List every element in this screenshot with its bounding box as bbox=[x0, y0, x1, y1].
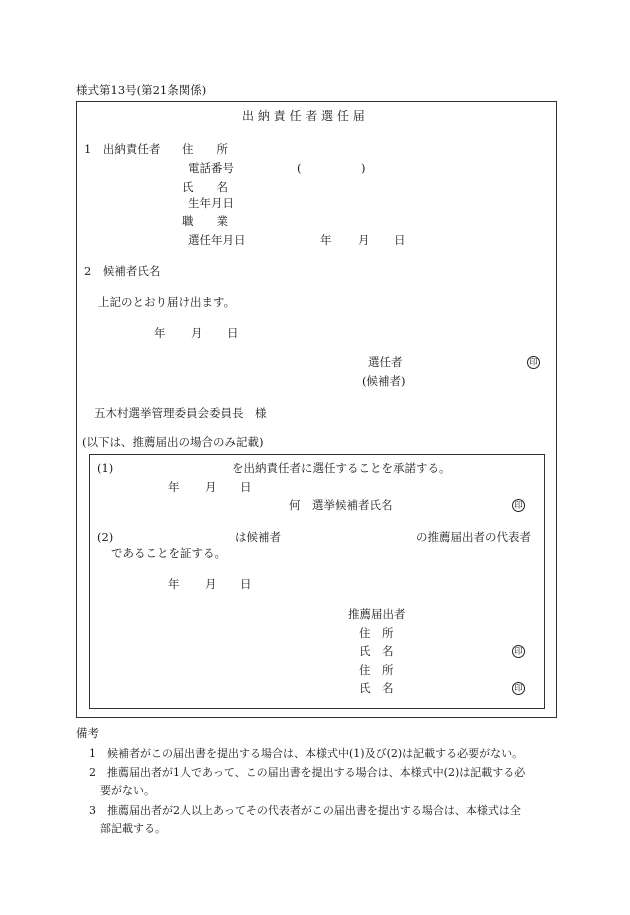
recommender1-address: 住 所 bbox=[359, 626, 394, 640]
address-label: 住 所 bbox=[182, 142, 228, 156]
seal-icon: 印 bbox=[512, 499, 525, 512]
statement: 上記のとおり届け出ます。 bbox=[98, 295, 236, 309]
section1-label: 1 出納責任者 bbox=[84, 142, 161, 156]
seal-icon: 印 bbox=[512, 645, 525, 658]
recommender2-name: 氏 名 bbox=[359, 681, 394, 695]
occupation-label: 職 業 bbox=[182, 214, 228, 228]
section2-label: 2 候補者氏名 bbox=[84, 264, 161, 278]
appointer-label: 選任者 bbox=[368, 355, 403, 369]
recipient: 五木村選挙管理委員会委員長 様 bbox=[94, 406, 267, 420]
phone-paren-open: ( bbox=[297, 161, 302, 175]
item2-number: (2) bbox=[97, 530, 114, 544]
remarks-heading: 備考 bbox=[76, 726, 99, 740]
candidate-paren: (候補者) bbox=[362, 374, 406, 388]
item2-day: 日 bbox=[240, 577, 252, 591]
phone-paren-close: ) bbox=[361, 161, 366, 175]
recommendation-box bbox=[89, 454, 545, 709]
date-month: 月 bbox=[191, 326, 203, 340]
remark-2-line2: 要がない。 bbox=[100, 784, 155, 797]
recommendation-note: (以下は、推薦届出の場合のみ記載) bbox=[82, 435, 264, 449]
remark-1: 1 候補者がこの届出書を提出する場合は、本様式中(1)及び(2)は記載する必要がない。 bbox=[89, 747, 524, 760]
seal-icon: 印 bbox=[527, 356, 540, 369]
appointment-day: 日 bbox=[394, 233, 406, 247]
appointment-month: 月 bbox=[358, 233, 370, 247]
item2-line2: であることを証する。 bbox=[111, 546, 226, 560]
form-number: 様式第13号(第21条関係) bbox=[76, 83, 207, 97]
item1-number: (1) bbox=[97, 461, 114, 475]
item1-text: を出納責任者に選任することを承諾する。 bbox=[232, 461, 451, 475]
item1-day: 日 bbox=[240, 480, 252, 494]
recommender-label: 推薦届出者 bbox=[348, 607, 406, 621]
recommender2-address: 住 所 bbox=[359, 663, 394, 677]
birthdate-label: 生年月日 bbox=[188, 196, 234, 210]
appointment-year: 年 bbox=[320, 233, 332, 247]
item2-month: 月 bbox=[205, 577, 217, 591]
recommender1-name: 氏 名 bbox=[359, 644, 394, 658]
remark-3-line2: 部記載する。 bbox=[100, 822, 166, 835]
date-year: 年 bbox=[154, 326, 166, 340]
phone-label: 電話番号 bbox=[188, 161, 234, 175]
item2-year: 年 bbox=[168, 577, 180, 591]
item1-year: 年 bbox=[168, 480, 180, 494]
item2-end: の推薦届出者の代表者 bbox=[416, 530, 531, 544]
item2-mid: は候補者 bbox=[235, 530, 281, 544]
seal-icon: 印 bbox=[512, 682, 525, 695]
remark-2-line1: 2 推薦届出者が1人であって、この届出書を提出する場合は、本様式中(2)は記載する必 bbox=[89, 766, 526, 779]
appointment-date-label: 選任年月日 bbox=[188, 233, 246, 247]
form-title: 出 納 責 任 者 選 任 届 bbox=[242, 109, 365, 123]
item1-signer: 何 選挙候補者氏名 bbox=[289, 498, 393, 512]
item1-month: 月 bbox=[205, 480, 217, 494]
date-day: 日 bbox=[227, 326, 239, 340]
remark-3-line1: 3 推薦届出者が2人以上あってその代表者がこの届出書を提出する場合は、本様式は全 bbox=[89, 804, 521, 817]
name-label: 氏 名 bbox=[182, 180, 228, 194]
